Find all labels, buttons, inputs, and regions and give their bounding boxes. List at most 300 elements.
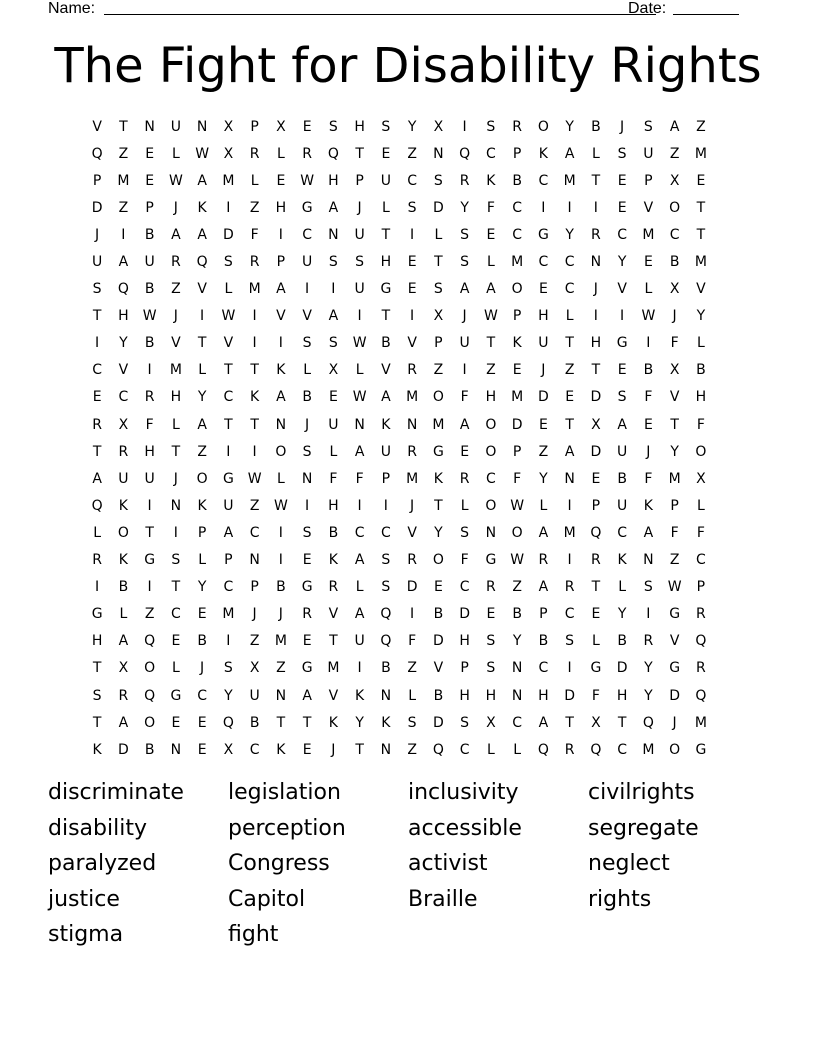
grid-letter[interactable]: Q xyxy=(327,145,339,162)
grid-letter[interactable]: E xyxy=(538,416,548,433)
grid-letter[interactable]: E xyxy=(145,172,155,189)
grid-letter[interactable]: C xyxy=(223,579,234,596)
grid-letter[interactable]: I xyxy=(147,362,152,379)
grid-letter[interactable]: H xyxy=(91,633,103,650)
grid-letter[interactable]: L xyxy=(696,497,705,514)
grid-letter[interactable]: V xyxy=(302,308,312,325)
grid-letter[interactable]: M xyxy=(248,281,261,298)
grid-letter[interactable]: C xyxy=(407,172,418,189)
grid-letter[interactable]: S xyxy=(92,687,102,704)
grid-letter[interactable]: U xyxy=(643,145,654,162)
grid-letter[interactable]: X xyxy=(118,660,129,677)
grid-letter[interactable]: O xyxy=(485,443,497,460)
grid-letter[interactable]: D xyxy=(432,199,444,216)
grid-letter[interactable]: L xyxy=(460,497,469,514)
grid-letter[interactable]: R xyxy=(407,552,417,569)
grid-letter[interactable]: V xyxy=(328,687,339,704)
grid-letter[interactable]: Z xyxy=(144,606,155,623)
grid-letter[interactable]: X xyxy=(669,172,680,189)
grid-letter[interactable]: D xyxy=(511,416,523,433)
grid-letter[interactable]: B xyxy=(433,687,444,704)
grid-letter[interactable]: U xyxy=(354,633,365,650)
grid-letter[interactable]: U xyxy=(538,335,549,352)
grid-letter[interactable]: T xyxy=(276,714,286,731)
grid-letter[interactable]: T xyxy=(381,308,391,325)
grid-letter[interactable]: U xyxy=(144,254,155,271)
grid-letter[interactable]: N xyxy=(564,470,575,487)
grid-letter[interactable]: B xyxy=(328,524,339,541)
grid-letter[interactable]: I xyxy=(252,335,257,352)
grid-letter[interactable]: R xyxy=(486,579,496,596)
grid-letter[interactable]: J xyxy=(173,199,178,216)
grid-letter[interactable]: C xyxy=(669,226,680,243)
grid-letter[interactable]: H xyxy=(380,254,392,271)
grid-letter[interactable]: Y xyxy=(644,660,653,677)
grid-letter[interactable]: L xyxy=(486,741,495,758)
grid-letter[interactable]: O xyxy=(669,199,681,216)
grid-letter[interactable]: W xyxy=(273,497,288,514)
grid-letter[interactable]: Y xyxy=(670,443,679,460)
grid-letter[interactable]: I xyxy=(278,552,283,569)
grid-letter[interactable]: L xyxy=(171,416,180,433)
grid-letter[interactable]: H xyxy=(538,308,549,325)
grid-letter[interactable]: X xyxy=(223,741,234,758)
grid-letter[interactable]: A xyxy=(223,524,234,541)
grid-letter[interactable]: Y xyxy=(617,254,627,271)
grid-letter[interactable]: S xyxy=(407,199,417,216)
grid-letter[interactable]: G xyxy=(301,579,313,596)
grid-letter[interactable]: H xyxy=(118,308,129,325)
grid-letter[interactable]: K xyxy=(512,335,522,352)
name-blank[interactable] xyxy=(104,14,656,15)
grid-letter[interactable]: P xyxy=(644,172,653,189)
grid-letter[interactable]: T xyxy=(565,714,574,731)
grid-letter[interactable]: G xyxy=(170,687,182,704)
grid-letter[interactable]: J xyxy=(200,660,205,677)
grid-letter[interactable]: N xyxy=(380,687,392,704)
grid-letter[interactable]: M xyxy=(169,362,182,379)
grid-letter[interactable]: I xyxy=(252,443,257,460)
grid-letter[interactable]: L xyxy=(644,281,653,298)
grid-letter[interactable]: E xyxy=(92,389,102,406)
grid-letter[interactable]: X xyxy=(669,281,680,298)
grid-letter[interactable]: S xyxy=(643,579,653,596)
grid-letter[interactable]: N xyxy=(249,552,260,569)
grid-letter[interactable]: S xyxy=(171,552,181,569)
grid-letter[interactable]: Q xyxy=(91,497,103,514)
grid-letter[interactable]: M xyxy=(511,389,524,406)
grid-letter[interactable]: P xyxy=(145,199,154,216)
grid-letter[interactable]: K xyxy=(118,552,128,569)
grid-letter[interactable]: B xyxy=(512,606,522,623)
grid-letter[interactable]: A xyxy=(354,552,365,569)
grid-letter[interactable]: E xyxy=(538,281,548,298)
grid-letter[interactable]: B xyxy=(197,633,207,650)
grid-letter[interactable]: E xyxy=(617,172,627,189)
grid-letter[interactable]: I xyxy=(462,362,467,379)
grid-letter[interactable]: S xyxy=(460,254,470,271)
grid-letter[interactable]: G xyxy=(380,281,392,298)
grid-letter[interactable]: Z xyxy=(118,145,129,162)
grid-letter[interactable]: O xyxy=(144,714,156,731)
grid-letter[interactable]: Q xyxy=(537,741,549,758)
grid-letter[interactable]: L xyxy=(591,145,600,162)
grid-letter[interactable]: S xyxy=(302,335,312,352)
grid-letter[interactable]: G xyxy=(669,660,681,677)
grid-letter[interactable]: G xyxy=(695,741,707,758)
grid-letter[interactable]: Q xyxy=(695,633,707,650)
grid-letter[interactable]: V xyxy=(197,281,207,298)
grid-letter[interactable]: T xyxy=(696,226,706,243)
grid-letter[interactable]: C xyxy=(170,606,181,623)
grid-letter[interactable]: F xyxy=(408,633,417,650)
grid-letter[interactable]: F xyxy=(460,389,469,406)
grid-letter[interactable]: Q xyxy=(117,281,129,298)
grid-letter[interactable]: I xyxy=(278,335,283,352)
grid-letter[interactable]: S xyxy=(617,389,627,406)
grid-letter[interactable]: D xyxy=(222,226,234,243)
grid-letter[interactable]: F xyxy=(696,416,705,433)
grid-letter[interactable]: K xyxy=(381,714,391,731)
grid-letter[interactable]: U xyxy=(170,118,181,135)
grid-letter[interactable]: T xyxy=(145,524,154,541)
grid-letter[interactable]: M xyxy=(642,226,655,243)
grid-letter[interactable]: T xyxy=(617,714,627,731)
grid-letter[interactable]: E xyxy=(302,633,312,650)
grid-letter[interactable]: R xyxy=(249,145,260,162)
grid-letter[interactable]: N xyxy=(511,687,523,704)
grid-letter[interactable]: E xyxy=(302,118,312,135)
grid-letter[interactable]: S xyxy=(433,281,443,298)
grid-letter[interactable]: O xyxy=(485,416,497,433)
grid-letter[interactable]: A xyxy=(197,416,207,433)
grid-letter[interactable]: M xyxy=(222,172,235,189)
grid-letter[interactable]: K xyxy=(276,362,286,379)
grid-letter[interactable]: Y xyxy=(224,687,233,704)
grid-letter[interactable]: Z xyxy=(669,552,680,569)
grid-letter[interactable]: J xyxy=(672,308,677,325)
grid-letter[interactable]: C xyxy=(302,226,313,243)
grid-letter[interactable]: V xyxy=(118,362,129,379)
grid-letter[interactable]: Q xyxy=(590,741,602,758)
grid-letter[interactable]: B xyxy=(144,741,155,758)
grid-letter[interactable]: I xyxy=(383,497,388,514)
grid-letter[interactable]: E xyxy=(302,552,312,569)
grid-letter[interactable]: K xyxy=(355,687,365,704)
grid-letter[interactable]: O xyxy=(511,281,523,298)
grid-letter[interactable]: P xyxy=(512,145,522,162)
grid-letter[interactable]: C xyxy=(538,254,549,271)
grid-letter[interactable]: I xyxy=(200,308,205,325)
grid-letter[interactable]: Z xyxy=(407,145,417,162)
grid-letter[interactable]: P xyxy=(250,118,259,135)
grid-letter[interactable]: I xyxy=(357,308,362,325)
grid-letter[interactable]: U xyxy=(459,335,470,352)
grid-letter[interactable]: A xyxy=(197,172,207,189)
grid-letter[interactable]: L xyxy=(539,497,548,514)
grid-letter[interactable]: U xyxy=(380,443,391,460)
grid-letter[interactable]: C xyxy=(538,172,549,189)
grid-letter[interactable]: P xyxy=(696,579,706,596)
grid-letter[interactable]: T xyxy=(171,579,181,596)
grid-letter[interactable]: I xyxy=(278,524,283,541)
grid-letter[interactable]: J xyxy=(646,443,651,460)
grid-letter[interactable]: D xyxy=(590,443,602,460)
grid-letter[interactable]: W xyxy=(352,335,367,352)
grid-letter[interactable]: S xyxy=(565,633,575,650)
grid-letter[interactable]: F xyxy=(460,552,469,569)
grid-letter[interactable]: T xyxy=(224,416,233,433)
grid-letter[interactable]: L xyxy=(303,362,312,379)
grid-letter[interactable]: X xyxy=(328,362,339,379)
grid-letter[interactable]: T xyxy=(565,335,574,352)
grid-letter[interactable]: A xyxy=(276,389,286,406)
grid-letter[interactable]: Y xyxy=(119,335,128,352)
grid-letter[interactable]: R xyxy=(118,443,129,460)
grid-letter[interactable]: L xyxy=(591,633,600,650)
grid-letter[interactable]: S xyxy=(433,172,443,189)
grid-letter[interactable]: I xyxy=(357,660,362,677)
grid-letter[interactable]: Z xyxy=(407,660,417,677)
grid-letter[interactable]: X xyxy=(276,118,286,135)
grid-letter[interactable]: Y xyxy=(565,118,574,135)
grid-letter[interactable]: A xyxy=(328,308,339,325)
grid-letter[interactable]: F xyxy=(644,470,653,487)
grid-letter[interactable]: N xyxy=(275,416,287,433)
grid-letter[interactable]: A xyxy=(171,226,181,243)
grid-letter[interactable]: K xyxy=(276,741,286,758)
grid-letter[interactable]: A xyxy=(538,579,549,596)
grid-letter[interactable]: J xyxy=(278,606,283,623)
grid-letter[interactable]: F xyxy=(644,389,653,406)
grid-letter[interactable]: C xyxy=(695,552,706,569)
grid-letter[interactable]: I xyxy=(410,308,415,325)
grid-letter[interactable]: I xyxy=(567,660,572,677)
grid-letter[interactable]: C xyxy=(564,254,575,271)
grid-letter[interactable]: J xyxy=(462,308,467,325)
grid-letter[interactable]: C xyxy=(564,606,575,623)
grid-letter[interactable]: D xyxy=(564,687,576,704)
grid-letter[interactable]: G xyxy=(590,660,602,677)
grid-letter[interactable]: I xyxy=(410,606,415,623)
grid-letter[interactable]: X xyxy=(433,308,444,325)
grid-letter[interactable]: E xyxy=(276,172,286,189)
grid-letter[interactable]: S xyxy=(328,335,338,352)
grid-letter[interactable]: C xyxy=(118,389,129,406)
grid-letter[interactable]: Q xyxy=(432,741,444,758)
grid-letter[interactable]: D xyxy=(616,660,628,677)
grid-letter[interactable]: C xyxy=(617,741,628,758)
grid-letter[interactable]: C xyxy=(380,524,391,541)
grid-letter[interactable]: R xyxy=(643,633,654,650)
grid-letter[interactable]: A xyxy=(486,281,496,298)
grid-letter[interactable]: R xyxy=(696,606,706,623)
grid-letter[interactable]: K xyxy=(197,497,207,514)
grid-letter[interactable]: R xyxy=(564,741,575,758)
grid-letter[interactable]: N xyxy=(170,741,182,758)
grid-letter[interactable]: D xyxy=(406,579,418,596)
grid-letter[interactable]: U xyxy=(380,172,391,189)
grid-letter[interactable]: A xyxy=(459,281,470,298)
grid-letter[interactable]: J xyxy=(357,199,362,216)
grid-letter[interactable]: B xyxy=(617,633,627,650)
grid-letter[interactable]: I xyxy=(620,308,625,325)
grid-letter[interactable]: O xyxy=(432,552,444,569)
grid-letter[interactable]: X xyxy=(591,416,601,433)
grid-letter[interactable]: Z xyxy=(696,118,706,135)
grid-letter[interactable]: S xyxy=(223,254,233,271)
grid-letter[interactable]: D xyxy=(432,633,444,650)
grid-letter[interactable]: H xyxy=(144,443,155,460)
grid-letter[interactable]: G xyxy=(301,199,313,216)
grid-letter[interactable]: B xyxy=(696,362,706,379)
grid-letter[interactable]: B xyxy=(302,389,312,406)
grid-letter[interactable]: Z xyxy=(118,199,129,216)
grid-letter[interactable]: E xyxy=(696,172,706,189)
grid-letter[interactable]: N xyxy=(354,416,365,433)
grid-letter[interactable]: N xyxy=(433,145,444,162)
grid-letter[interactable]: R xyxy=(92,552,102,569)
grid-letter[interactable]: Y xyxy=(460,199,469,216)
grid-letter[interactable]: O xyxy=(485,497,497,514)
grid-letter[interactable]: C xyxy=(564,281,575,298)
grid-letter[interactable]: Y xyxy=(512,633,522,650)
grid-letter[interactable]: W xyxy=(352,389,367,406)
grid-letter[interactable]: E xyxy=(643,254,653,271)
grid-letter[interactable]: T xyxy=(381,226,391,243)
grid-letter[interactable]: V xyxy=(617,281,627,298)
grid-letter[interactable]: R xyxy=(564,579,575,596)
grid-letter[interactable]: G xyxy=(432,443,444,460)
grid-letter[interactable]: D xyxy=(432,714,444,731)
grid-letter[interactable]: V xyxy=(92,118,102,135)
grid-letter[interactable]: N xyxy=(590,254,602,271)
grid-letter[interactable]: F xyxy=(591,687,600,704)
grid-letter[interactable]: T xyxy=(250,362,259,379)
grid-letter[interactable]: H xyxy=(485,389,497,406)
grid-letter[interactable]: R xyxy=(591,226,601,243)
grid-letter[interactable]: J xyxy=(305,416,310,433)
grid-letter[interactable]: V xyxy=(643,199,654,216)
grid-letter[interactable]: T xyxy=(670,416,679,433)
grid-letter[interactable]: P xyxy=(512,308,522,325)
grid-letter[interactable]: N xyxy=(196,118,208,135)
grid-letter[interactable]: F xyxy=(250,226,259,243)
grid-letter[interactable]: B xyxy=(144,226,155,243)
grid-letter[interactable]: U xyxy=(223,497,234,514)
grid-letter[interactable]: I xyxy=(567,199,572,216)
grid-letter[interactable]: S xyxy=(355,254,365,271)
grid-letter[interactable]: I xyxy=(95,335,100,352)
grid-letter[interactable]: A xyxy=(118,633,129,650)
grid-letter[interactable]: R xyxy=(92,416,102,433)
grid-letter[interactable]: P xyxy=(355,172,364,189)
grid-letter[interactable]: H xyxy=(328,172,339,189)
grid-letter[interactable]: W xyxy=(221,308,236,325)
grid-letter[interactable]: E xyxy=(486,606,496,623)
grid-letter[interactable]: I xyxy=(567,552,572,569)
grid-letter[interactable]: X xyxy=(696,470,706,487)
grid-letter[interactable]: J xyxy=(95,226,100,243)
grid-letter[interactable]: J xyxy=(541,362,546,379)
grid-letter[interactable]: Y xyxy=(617,606,627,623)
grid-letter[interactable]: T xyxy=(486,335,496,352)
grid-letter[interactable]: Y xyxy=(696,308,706,325)
grid-letter[interactable]: T xyxy=(591,579,601,596)
grid-letter[interactable]: B xyxy=(538,633,549,650)
grid-letter[interactable]: L xyxy=(355,362,364,379)
grid-letter[interactable]: T xyxy=(591,362,601,379)
grid-letter[interactable]: L xyxy=(696,335,705,352)
grid-letter[interactable]: E xyxy=(171,633,181,650)
grid-letter[interactable]: F xyxy=(513,470,522,487)
grid-letter[interactable]: B xyxy=(617,470,627,487)
grid-letter[interactable]: E xyxy=(591,606,601,623)
grid-letter[interactable]: W xyxy=(300,172,315,189)
grid-letter[interactable]: R xyxy=(144,389,155,406)
grid-letter[interactable]: F xyxy=(696,524,705,541)
grid-letter[interactable]: H xyxy=(538,687,549,704)
grid-letter[interactable]: H xyxy=(616,687,628,704)
grid-letter[interactable]: M xyxy=(117,172,130,189)
grid-letter[interactable]: M xyxy=(694,145,707,162)
grid-letter[interactable]: S xyxy=(328,118,338,135)
grid-letter[interactable]: M xyxy=(563,172,576,189)
grid-letter[interactable]: K xyxy=(328,552,338,569)
grid-letter[interactable]: N xyxy=(301,470,313,487)
grid-letter[interactable]: C xyxy=(617,524,628,541)
grid-letter[interactable]: R xyxy=(171,254,181,271)
grid-letter[interactable]: M xyxy=(694,714,707,731)
grid-letter[interactable]: T xyxy=(329,633,338,650)
grid-letter[interactable]: T xyxy=(171,443,181,460)
grid-letter[interactable]: L xyxy=(486,254,495,271)
grid-letter[interactable]: Z xyxy=(276,660,286,677)
grid-letter[interactable]: R xyxy=(302,145,312,162)
grid-letter[interactable]: W xyxy=(667,579,682,596)
grid-letter[interactable]: T xyxy=(92,660,102,677)
grid-letter[interactable]: P xyxy=(512,443,522,460)
grid-letter[interactable]: D xyxy=(459,606,471,623)
grid-letter[interactable]: Z xyxy=(249,633,260,650)
grid-letter[interactable]: E xyxy=(197,714,207,731)
grid-letter[interactable]: M xyxy=(406,389,419,406)
grid-letter[interactable]: S xyxy=(486,118,496,135)
grid-letter[interactable]: R xyxy=(512,118,522,135)
grid-letter[interactable]: E xyxy=(328,389,338,406)
grid-letter[interactable]: F xyxy=(670,335,679,352)
grid-letter[interactable]: P xyxy=(250,579,259,596)
grid-letter[interactable]: T xyxy=(250,416,259,433)
grid-letter[interactable]: A xyxy=(459,416,470,433)
grid-letter[interactable]: A xyxy=(538,524,549,541)
grid-letter[interactable]: I xyxy=(567,497,572,514)
grid-letter[interactable]: E xyxy=(643,416,653,433)
grid-letter[interactable]: U xyxy=(354,226,365,243)
grid-letter[interactable]: C xyxy=(485,145,496,162)
grid-letter[interactable]: S xyxy=(460,226,470,243)
grid-letter[interactable]: T xyxy=(434,497,443,514)
grid-letter[interactable]: B xyxy=(512,172,522,189)
grid-letter[interactable]: V xyxy=(407,335,417,352)
grid-letter[interactable]: U xyxy=(118,470,129,487)
grid-letter[interactable]: E xyxy=(591,470,601,487)
grid-letter[interactable]: P xyxy=(591,497,601,514)
grid-letter[interactable]: A xyxy=(354,606,365,623)
grid-letter[interactable]: J xyxy=(593,281,598,298)
grid-letter[interactable]: Q xyxy=(380,606,392,623)
grid-letter[interactable]: W xyxy=(168,172,183,189)
